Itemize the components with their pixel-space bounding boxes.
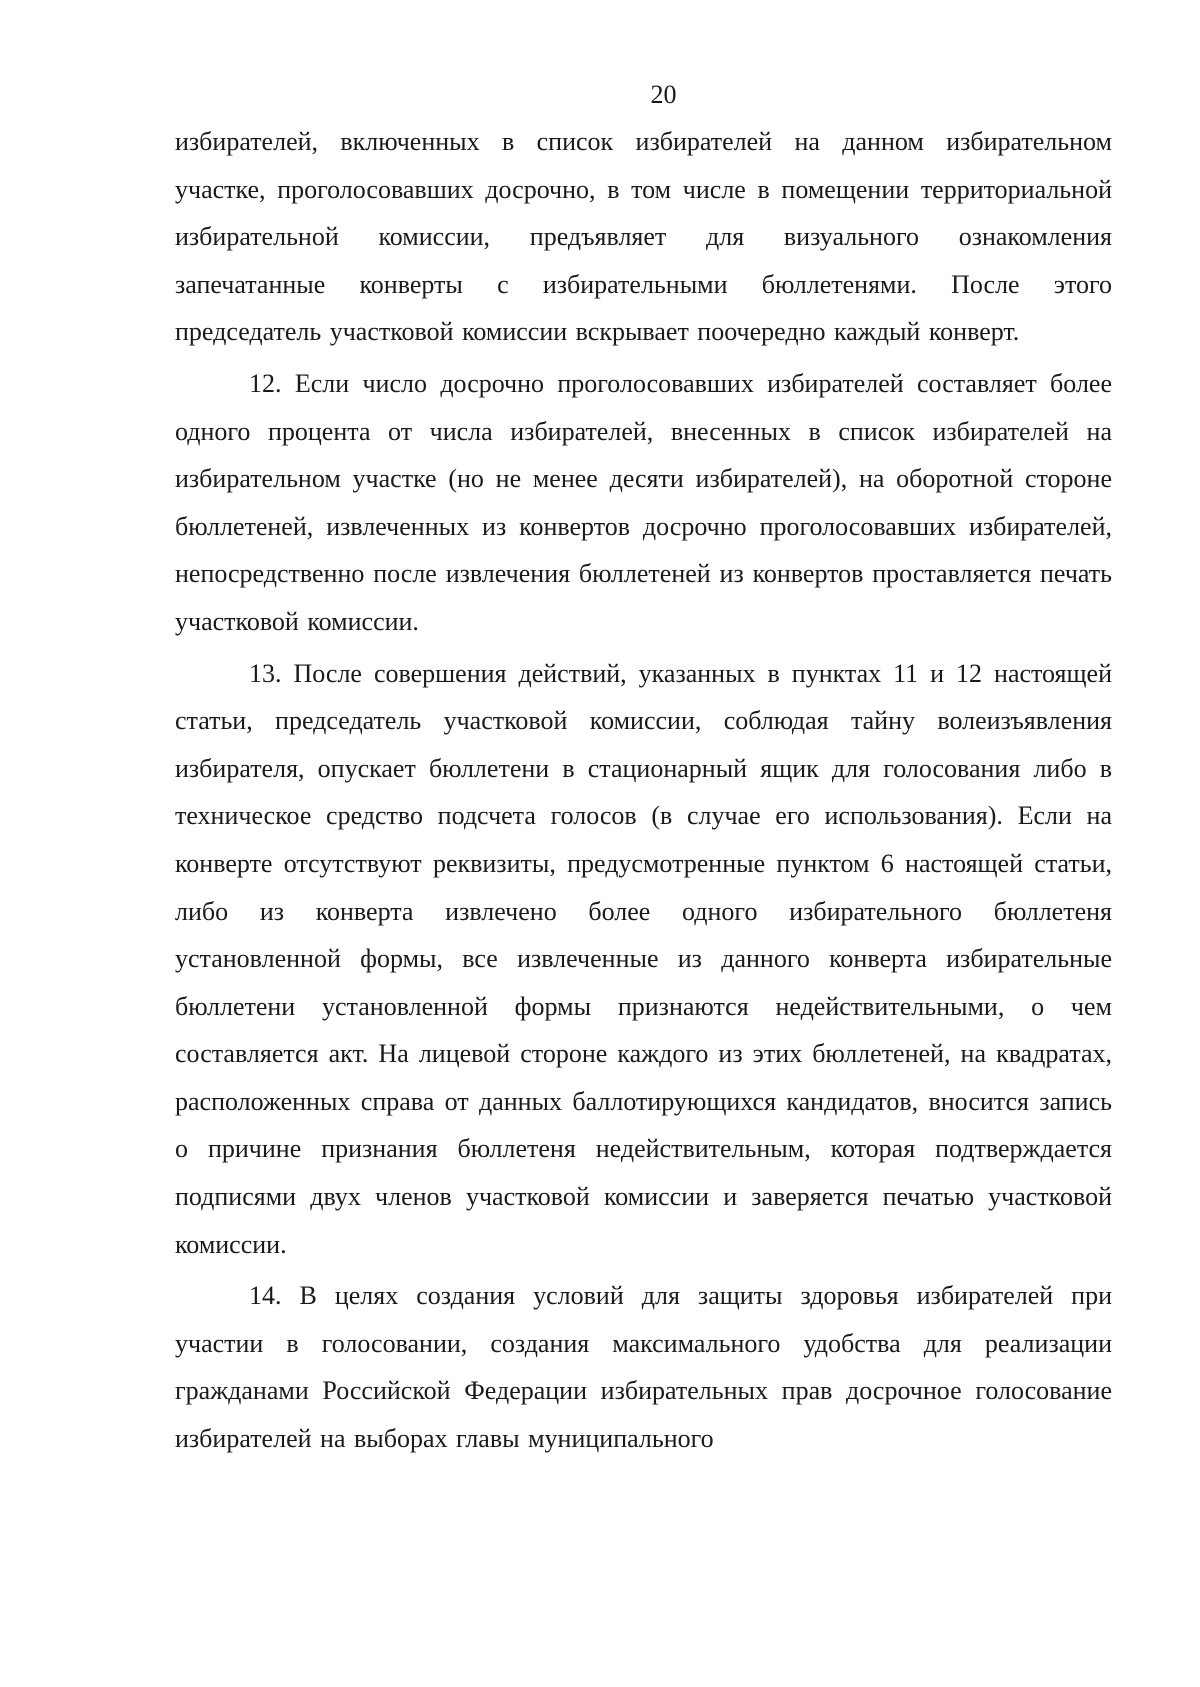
paragraph-item-13: 13. После совершения действий, указанных в пунктах 11 и 12 настоящей статьи, председатель участковой комиссии, соблюдая тайну волеизъявления избирателя, опускает бюллетени в стационарный ящик для голосования либо в техническое средство подсчета голосов (в случае его использования). Если на конверте отсутствуют реквизиты, предусмотренные пунктом 6 настоящей статьи, либо из конверта извлечено более одного избирательного бюллетеня установленной формы, все извлеченные из данного конверта избирательные бюллетени установленной формы признаются недействительными, о чем составляется акт. На лицевой стороне каждого из этих бюллетеней, на квадратах, расположенных справа от данных баллотирующихся кандидатов, вносится запись о причине признания бюллетеня недействительным, которая подтверждается подписями двух членов участковой комиссии и заверяется печатью участковой комиссии. xyxy=(175,658,1112,1259)
paragraph-item-14: 14. В целях создания условий для защиты здоровья избирателей при участии в голосовании, создания максимального удобства для реализации гражданами Российской Федерации избирательных прав досрочное голосование избирателей на выборах главы муниципального xyxy=(175,1281,1112,1454)
page-number: 20 xyxy=(650,80,677,109)
paragraph-item-12: 12. Если число досрочно проголосовавших избирателей составляет более одного процента от числа избирателей, внесенных в список избирателей на избирательном участке (но не менее десяти избирателей), на оборотной стороне бюллетеней, извлеченных из конвертов досрочно проголосовавших избирателей, непосредственно после извлечения бюллетеней из конвертов проставляется печать участковой комиссии. xyxy=(175,368,1112,636)
paragraph-continuation: избирателей, включенных в список избирателей на данном избирательном участке, проголосовавших досрочно, в том числе в помещении территориальной избирательной комиссии, предъявляет для визуального ознакомления запечатанные конверты с избирательными бюллетенями. После этого председатель участковой комиссии вскрывает поочередно каждый конверт. xyxy=(175,127,1112,347)
